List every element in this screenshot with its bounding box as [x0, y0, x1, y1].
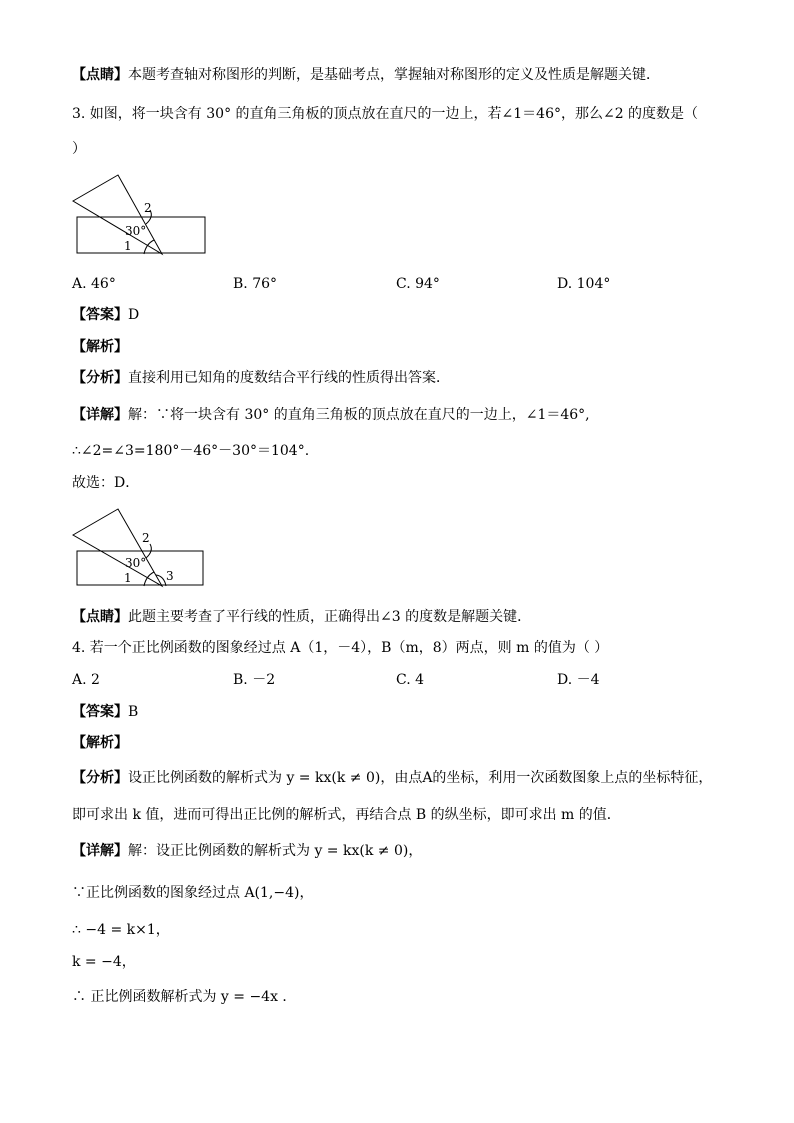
q3-fenxi-line — [72, 368, 450, 388]
angle-1-arc — [144, 240, 154, 254]
q4-step3: k = −4， — [72, 954, 136, 970]
q4-xiangjie-tag: 【详解】 — [72, 843, 128, 859]
q4-answer-tag: 【答案】 — [72, 704, 128, 720]
q3-stem-close: ） — [72, 141, 86, 157]
q4-stem: 4. 若一个正比例函数的图象经过点 A（1，－4），B（m，8）两点，则 m 的值为（ ） — [72, 640, 609, 656]
triangle — [73, 509, 162, 586]
q4-answer: B — [128, 704, 139, 720]
q3-option-d: D. 104° — [557, 276, 611, 292]
fig1-label-1: 1 — [124, 239, 132, 253]
q4-xiangjie-line — [72, 841, 422, 861]
q3-fenxi-text: 直接利用已知角的度数结合平行线的性质得出答案． — [128, 370, 450, 386]
fig2-label-1: 1 — [124, 571, 132, 585]
q4-jiexi-tag: 【解析】 — [72, 735, 128, 751]
q3-step1: ∴∠2=∠3=180°－46°－30°＝104°. — [72, 443, 310, 459]
q4-step2: ∴ −4 = k×1， — [72, 922, 170, 938]
q3-jiexi-line — [72, 337, 128, 357]
q3-answer-line — [72, 305, 139, 325]
q3-fenxi-tag: 【分析】 — [72, 370, 128, 386]
fig2-angle-30: 30° — [125, 556, 147, 570]
q4-fenxi-text-a: 设正比例函数的解析式为 y = kx(k ≠ 0)，由点A的坐标，利用一次函数图象上点的坐标特征， — [128, 770, 713, 786]
q4-step4: ∴ 正比例函数解析式为 y = −4x ． — [72, 989, 297, 1005]
q3-jiexi-tag: 【解析】 — [72, 339, 128, 355]
q3-stem: 3. 如图，将一块含有 30° 的直角三角板的顶点放在直尺的一边上，若∠1＝46°，那么∠2 的度数是（ — [72, 106, 699, 122]
q4-fenxi-tag: 【分析】 — [72, 770, 128, 786]
q3-xiangjie-line — [72, 405, 590, 425]
q3-step2: 故选：D． — [72, 475, 140, 491]
q4-option-b: B. －2 — [233, 672, 276, 688]
dianjing-tag: 【点睛】 — [72, 67, 128, 83]
q3-option-a: A. 46° — [72, 276, 116, 292]
dianjing-line — [72, 65, 660, 85]
q4-xiangjie-text: 解：设正比例函数的解析式为 y = kx(k ≠ 0)， — [128, 843, 423, 859]
q4-option-a: A. 2 — [72, 672, 100, 688]
q4-step1: ∵正比例函数的图象经过点 A(1,−4)， — [72, 885, 314, 901]
fig2-label-3: 3 — [166, 569, 174, 583]
q4-answer-line — [72, 702, 138, 722]
fig1-label-2: 2 — [144, 201, 152, 215]
dianjing-text: 本题考查轴对称图形的判断，是基础考点，掌握轴对称图形的定义及性质是解题关键． — [128, 67, 660, 83]
q4-jiexi-line — [72, 733, 128, 753]
q3-xiangjie-tag: 【详解】 — [72, 407, 128, 423]
q4-fenxi-line — [72, 768, 712, 788]
q3-option-c: C. 94° — [396, 276, 440, 292]
fig1-angle-30: 30° — [125, 224, 147, 238]
q3-figure-ruler-triangle — [68, 170, 208, 258]
q3-dianjing-text: 此题主要考查了平行线的性质，正确得出∠3 的度数是解题关键． — [128, 609, 532, 625]
q4-option-c: C. 4 — [396, 672, 425, 688]
fig2-label-2: 2 — [142, 531, 150, 545]
q3-option-b: B. 76° — [233, 276, 278, 292]
q3-xiangjie-text: 解：∵将一块含有 30° 的直角三角板的顶点放在直尺的一边上，∠1＝46°, — [128, 407, 590, 423]
q3-solution-figure — [68, 504, 208, 592]
q3-dianjing-line — [72, 607, 531, 627]
q4-option-d: D. －4 — [557, 672, 600, 688]
q4-fenxi-text-b: 即可求出 k 值，进而可得出正比例的解析式，再结合点 B 的纵坐标，即可求出 m 的值． — [72, 807, 621, 823]
q3-dianjing-tag: 【点睛】 — [72, 609, 128, 625]
q3-answer-tag: 【答案】 — [72, 307, 128, 323]
q3-answer: D — [128, 307, 140, 323]
